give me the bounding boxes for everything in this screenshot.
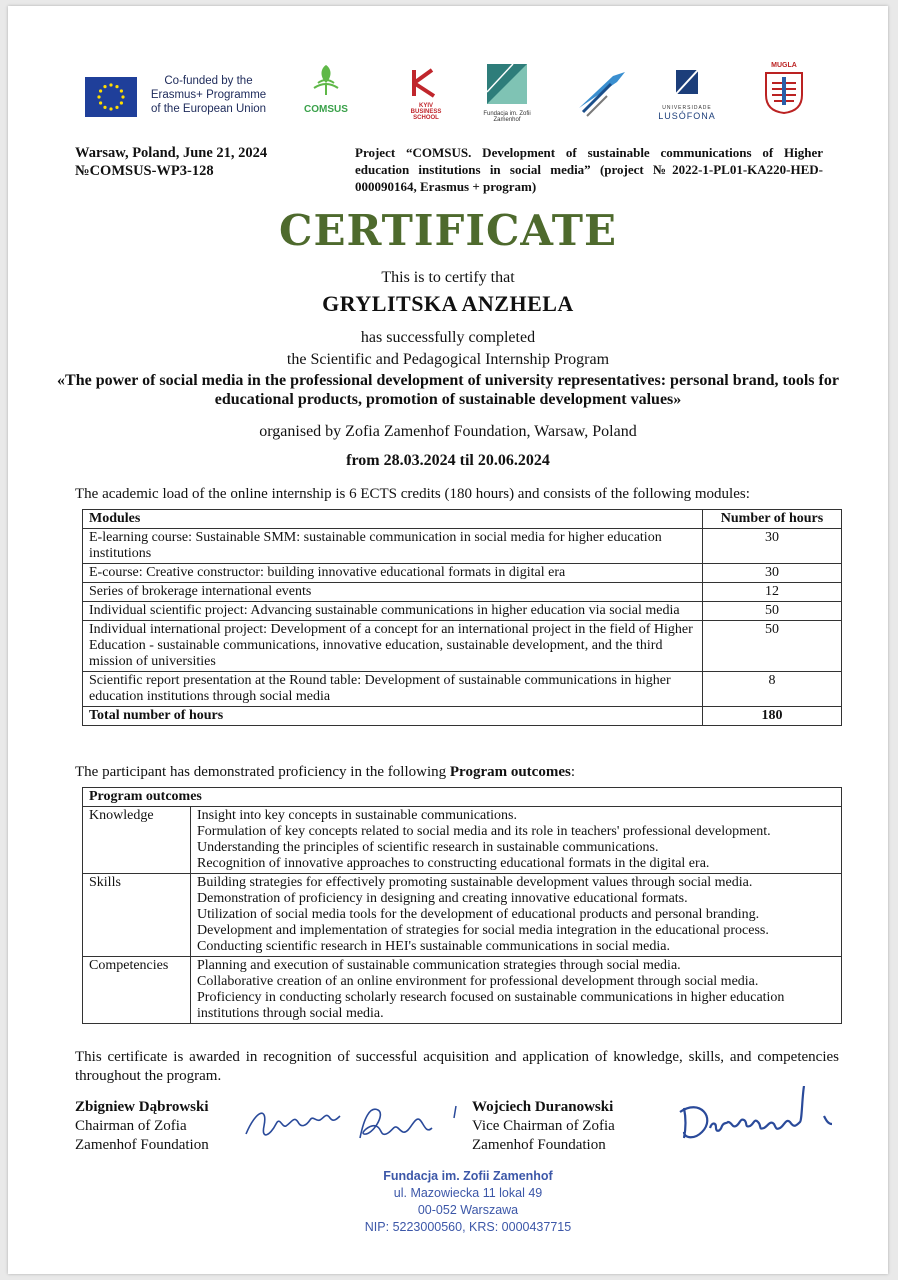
- module-name: Series of brokerage international events: [83, 583, 703, 602]
- outcomes-header-row: [83, 788, 842, 807]
- eu-star: [109, 107, 112, 110]
- table-row: [83, 564, 842, 583]
- table-row: [83, 583, 842, 602]
- signatory-role: Chairman of Zofia: [75, 1118, 187, 1134]
- lusofona-top-text: UNIVERSIDADE: [662, 105, 712, 111]
- eu-star: [121, 95, 124, 98]
- outcome-items: [191, 807, 842, 874]
- kyiv-logo-text: KYIV BUSINESS SCHOOL: [410, 103, 442, 121]
- university-bird-logo: [573, 68, 631, 120]
- signatory-role: Vice Chairman of Zofia: [472, 1118, 615, 1134]
- recipient-name: GRYLITSKA ANZHELA: [322, 291, 574, 316]
- modules-table: [82, 509, 842, 726]
- stamp-line: ul. Mazowiecka 11 lokal 49: [393, 1186, 543, 1200]
- outcome-item: Proficiency in conducting scholarly research focused on sustainable communications in higher education institutions through social media.: [197, 990, 785, 1021]
- eu-star: [115, 85, 118, 88]
- lusofona-logo-text: LUSÓFONA: [658, 111, 716, 121]
- outcome-items: [191, 957, 842, 1024]
- stamp-line: Fundacja im. Zofii Zamenhof: [383, 1169, 553, 1183]
- outcome-category: Skills: [83, 874, 191, 957]
- outcome-item: Conducting scientific research in HEI's sustainable communications in social media.: [197, 939, 670, 954]
- outcome-item: Formulation of key concepts related to social media and its role in teachers' professional development.: [197, 824, 771, 839]
- eu-star: [120, 89, 123, 92]
- mugla-logo-text: MUGLA: [771, 62, 797, 69]
- header-left: [75, 144, 267, 180]
- signatory-role: Zamenhof Foundation: [472, 1137, 606, 1153]
- certificate-page: [8, 6, 888, 1274]
- eu-text-line: Co-funded by the: [164, 75, 253, 87]
- eu-star: [103, 106, 106, 109]
- module-name: Individual international project: Development of a concept for an international project in the field of Higher Education - sustainable communications, innovative education, sustainable development, and the third mission of universities: [83, 621, 703, 672]
- outcomes-intro-bold: Program outcomes: [449, 764, 571, 780]
- signatory-name: Zbigniew Dąbrowski: [75, 1099, 209, 1115]
- project-description: Project “COMSUS. Development of sustainable communications of Higher education institutions in social media” (project №2022-1-PL01-KA220-HED-000090164, Erasmus + program): [355, 145, 823, 194]
- eu-star: [115, 106, 118, 109]
- table-row: [83, 957, 842, 1024]
- mugla-logo: [762, 62, 806, 118]
- modules-header-row: [83, 510, 842, 529]
- outcome-item: Utilization of social media tools for the development of educational products and personal branding.: [197, 907, 760, 922]
- eu-star: [99, 89, 102, 92]
- eu-text-line: of the European Union: [150, 103, 267, 115]
- modules-column-header: Modules: [83, 510, 703, 529]
- outcomes-intro: [75, 764, 575, 781]
- total-label: Total number of hours: [83, 707, 703, 726]
- place-date: Warsaw, Poland, June 21, 2024: [75, 145, 268, 161]
- foundation-stamp: [348, 1168, 588, 1236]
- lusofona-logo: [656, 66, 718, 120]
- module-hours: 50: [703, 602, 842, 621]
- certificate-title: CERTIFICATE: [279, 206, 617, 255]
- comsus-logo-text: COMSUS: [304, 104, 348, 115]
- signatory-2: [472, 1098, 615, 1155]
- outcome-category: Knowledge: [83, 807, 191, 874]
- reference-number: №COMSUS-WP3-128: [75, 163, 214, 179]
- eu-star: [109, 83, 112, 86]
- outcome-category: Competencies: [83, 957, 191, 1024]
- stamp-line: NIP: 5223000560, KRS: 0000437715: [364, 1220, 572, 1234]
- table-row: [83, 807, 842, 874]
- stamp-line: 00-052 Warszawa: [417, 1203, 519, 1217]
- certify-text: This is to certify that: [381, 269, 515, 286]
- zamenhof-foundation-logo: [483, 64, 531, 123]
- academic-load-text: The academic load of the online internship is 6 ECTS credits (180 hours) and consists of the following modules:: [75, 486, 750, 502]
- outcome-item: Demonstration of proficiency in designing and creating innovative educational formats.: [197, 891, 688, 906]
- program-dates: from 28.03.2024 til 20.06.2024: [346, 452, 550, 469]
- completed-text: has successfully completed: [360, 329, 536, 346]
- hours-column-header: Number of hours: [703, 510, 842, 529]
- module-hours: 12: [703, 583, 842, 602]
- eu-star: [99, 101, 102, 104]
- handwritten-signature-2: [676, 1086, 846, 1148]
- total-hours: 180: [703, 707, 842, 726]
- comsus-logo: [296, 59, 356, 121]
- outcomes-intro-suffix: :: [570, 764, 575, 780]
- module-name: E-course: Creative constructor: building innovative educational formats in digital era: [83, 564, 703, 583]
- outcome-item: Insight into key concepts in sustainable communications.: [197, 808, 517, 823]
- outcome-item: Collaborative creation of an online environment for professional development through social media.: [197, 974, 759, 989]
- module-name: E-learning course: Sustainable SMM: sustainable communication in social media for higher education institutions: [83, 529, 703, 564]
- fundacja-logo-text: Fundacja im. Zofii Zamenhof: [483, 111, 531, 123]
- outcome-item: Planning and execution of sustainable communication strategies through social media.: [197, 958, 681, 973]
- table-row: [83, 874, 842, 957]
- outcome-item: Building strategies for effectively promoting sustainable development values through social media.: [197, 875, 753, 890]
- table-row: [83, 672, 842, 707]
- program-type: the Scientific and Pedagogical Internship Program: [286, 351, 610, 368]
- signatory-role: Zamenhof Foundation: [75, 1137, 209, 1153]
- eu-star: [97, 95, 100, 98]
- outcomes-header: Program outcomes: [83, 788, 842, 807]
- kyiv-business-school-logo: [408, 68, 444, 121]
- module-name: Scientific report presentation at the Round table: Development of sustainable communications in higher education institutions through social media: [83, 672, 703, 707]
- outcome-item: Recognition of innovative approaches to constructing educational formats in the digital era.: [197, 856, 710, 871]
- eu-star: [103, 85, 106, 88]
- program-title: «The power of social media in the professional development of university representatives: personal brand, tools for educational products, promotion of sustainable development values»: [57, 372, 839, 408]
- outcome-item: Understanding the principles of scientific research in sustainable communications.: [197, 840, 659, 855]
- table-row: [83, 602, 842, 621]
- eu-flag-logo: [85, 77, 137, 117]
- organiser-text: organised by Zofia Zamenhof Foundation, Warsaw, Poland: [259, 423, 637, 440]
- eu-text-line: Erasmus+ Programme: [150, 89, 267, 101]
- outcomes-intro-text: The participant has demonstrated proficiency in the following: [75, 764, 450, 780]
- outcome-item: Development and implementation of strategies for social media integration in the educational process.: [197, 923, 769, 938]
- signatory-1: [75, 1098, 209, 1155]
- outcomes-table: [82, 787, 842, 1024]
- table-row: [83, 529, 842, 564]
- module-hours: 50: [703, 621, 842, 672]
- module-hours: 30: [703, 529, 842, 564]
- eu-cofunded-text: [146, 74, 271, 116]
- signatory-name: Wojciech Duranowski: [472, 1099, 614, 1115]
- closing-statement: This certificate is awarded in recognition of successful acquisition and application of knowledge, skills, and competencies throughout the program.: [75, 1049, 839, 1084]
- handwritten-signature-1: [240, 1100, 470, 1152]
- eu-star: [120, 101, 123, 104]
- total-row: [83, 707, 842, 726]
- module-hours: 30: [703, 564, 842, 583]
- table-row: [83, 621, 842, 672]
- outcome-items: [191, 874, 842, 957]
- module-name: Individual scientific project: Advancing sustainable communications in higher education via social media: [83, 602, 703, 621]
- module-hours: 8: [703, 672, 842, 707]
